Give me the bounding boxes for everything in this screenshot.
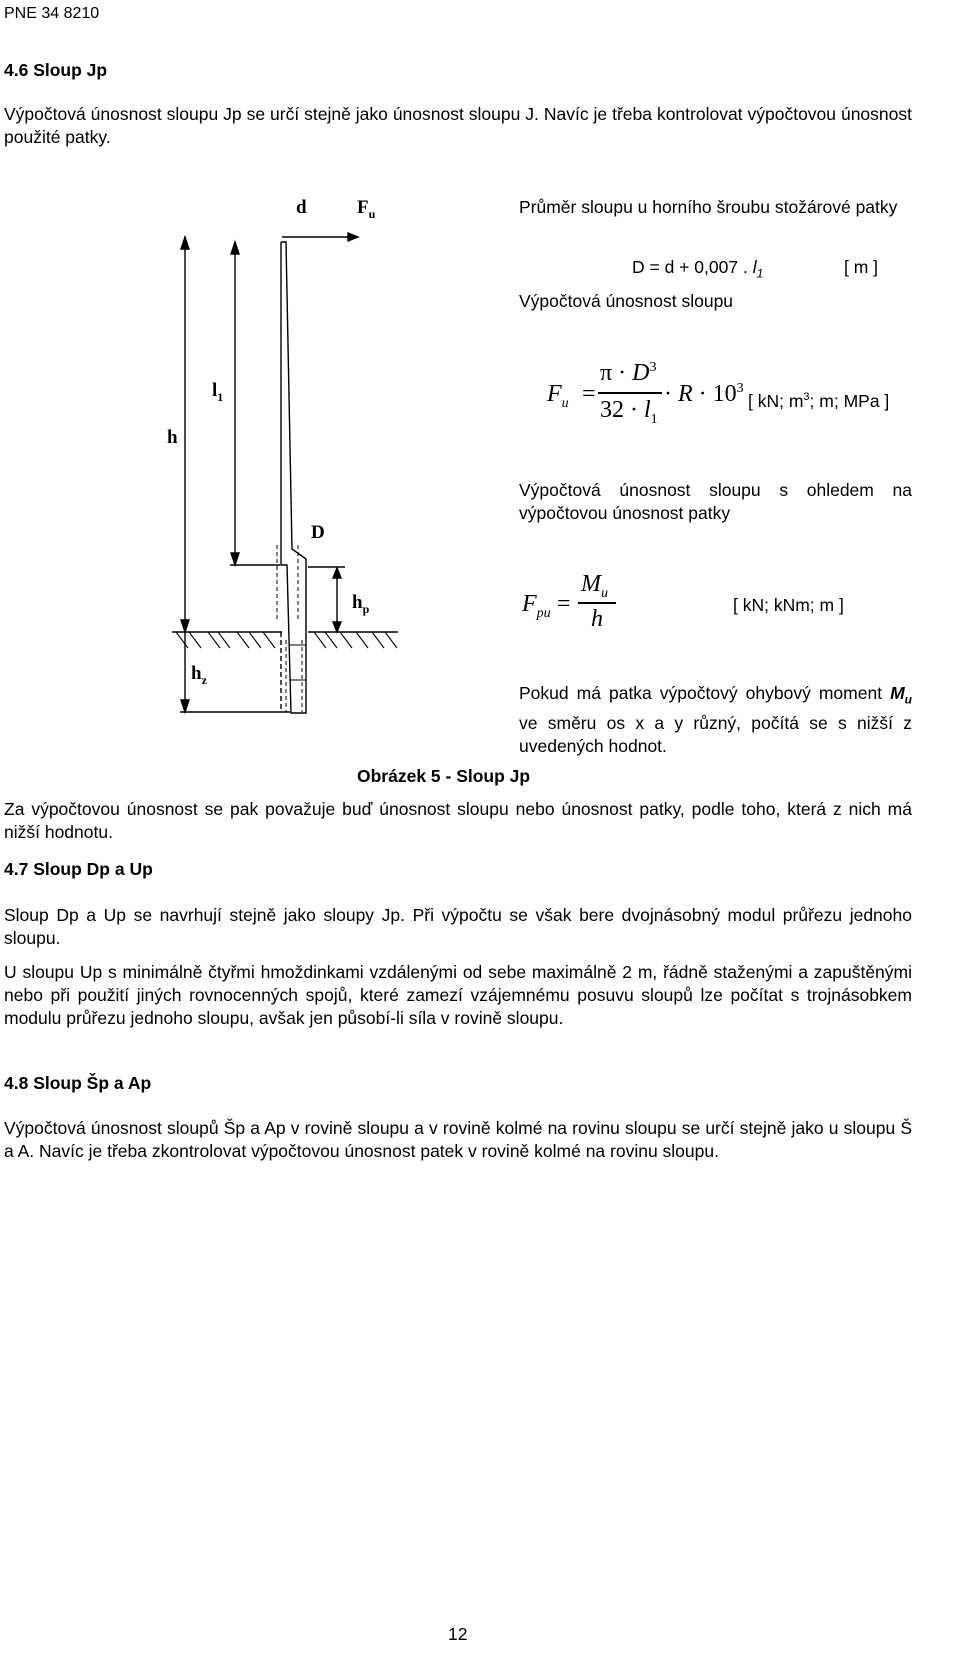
label-Fu: $F_u$ — [357, 197, 376, 221]
force-arrow-head — [348, 233, 358, 241]
label-d: d — [296, 197, 307, 218]
capacity-comparison-paragraph: Za výpočtovou únosnost se pak považuje buď únosnost sloupu nebo únosnost patky, podle toho, která z nich má nižší hodnotu. — [4, 799, 912, 842]
fpu-formula-eq: = — [557, 591, 571, 617]
diameter-formula: D = d + 0,007 . $l_1$ — [632, 257, 764, 281]
section-heading-4-7: 4.7 Sloup Dp a Up — [4, 859, 153, 879]
fu-formula-eq: = — [582, 381, 596, 407]
footing-capacity-description: Výpočtová únosnost sloupu s ohledem na výpočtovou únosnost patky — [519, 480, 912, 523]
diameter-unit: [ m ] — [844, 257, 879, 277]
fu-formula-rhs: · $R \cdot 10^3$ — [664, 381, 744, 407]
fpu-formula-lhs: $F_{pu}$ — [522, 591, 551, 621]
fpu-fraction-line — [578, 602, 616, 604]
fu-unit: [ kN; $m^3$; m; MPa ] — [748, 390, 890, 411]
document-id: PNE 34 8210 — [4, 5, 100, 22]
label-hz: $h_z$ — [191, 663, 207, 687]
fpu-denominator: h — [591, 606, 603, 632]
label-D: D — [311, 522, 325, 543]
fu-formula-lhs: $F_u$ — [547, 381, 569, 411]
moment-note: Pokud má patka výpočtový ohybový moment $M_u$ ve směru os x a y různý, počítá se s nižší z uvedených hodnot. — [519, 683, 912, 756]
section-4-7-paragraph-1: Sloup Dp a Up se navrhují stejně jako sloupy Jp. Při výpočtu se však bere dvojnásobný modul průřezu jednoho sloupu. — [4, 905, 912, 948]
fu-denominator: $32 \cdot l_1$ — [600, 397, 658, 427]
section-4-6-intro: Výpočtová únosnost sloupu Jp se určí stejně jako únosnost sloupu J. Navíc je třeba kontrolovat výpočtovou únosnost použité patky. — [4, 104, 912, 147]
section-heading-4-6: 4.6 Sloup Jp — [4, 60, 108, 80]
fu-numerator: $\pi \cdot D^3$ — [600, 360, 657, 386]
label-hp: $h_p$ — [352, 592, 370, 616]
section-heading-4-8: 4.8 Sloup Šp a Ap — [4, 1073, 152, 1093]
label-l1: $l_1$ — [212, 380, 224, 404]
label-h: h — [167, 427, 178, 448]
bolt-dashed-lines — [277, 545, 302, 712]
section-4-8-paragraph: Výpočtová únosnost sloupů Šp a Ap v rovině sloupu a v rovině kolmé na rovinu sloupu se určí stejně jako u sloupu Š a A. Navíc je třeba zkontrolovat výpočtovou únosnost patek v rovině kolmé na rovinu sloupu. — [4, 1118, 912, 1161]
section-4-7-paragraph-2: U sloupu Up s minimálně čtyřmi hmoždinkami vzdálenými od sebe maximálně 2 m, řádně staženými a zapuštěnými nebo při použití jiných rovnocenných spojů, které zamezí vzájemnému posuvu sloupů lze počítat s trojnásobkem modulu průřezu jednoho sloupu, avšak jen působí-li síla v rovině sloupu. — [4, 962, 912, 1028]
capacity-description: Výpočtová únosnost sloupu — [519, 291, 734, 311]
diameter-description: Průměr sloupu u horního šroubu stožárové patky — [519, 197, 898, 217]
fpu-unit: [ kN; kNm; m ] — [733, 595, 844, 615]
fu-fraction-line — [598, 392, 662, 394]
page-number: 12 — [448, 1624, 468, 1644]
figure-caption: Obrázek 5 - Sloup Jp — [357, 766, 531, 786]
fpu-numerator: $M_u$ — [581, 571, 608, 601]
